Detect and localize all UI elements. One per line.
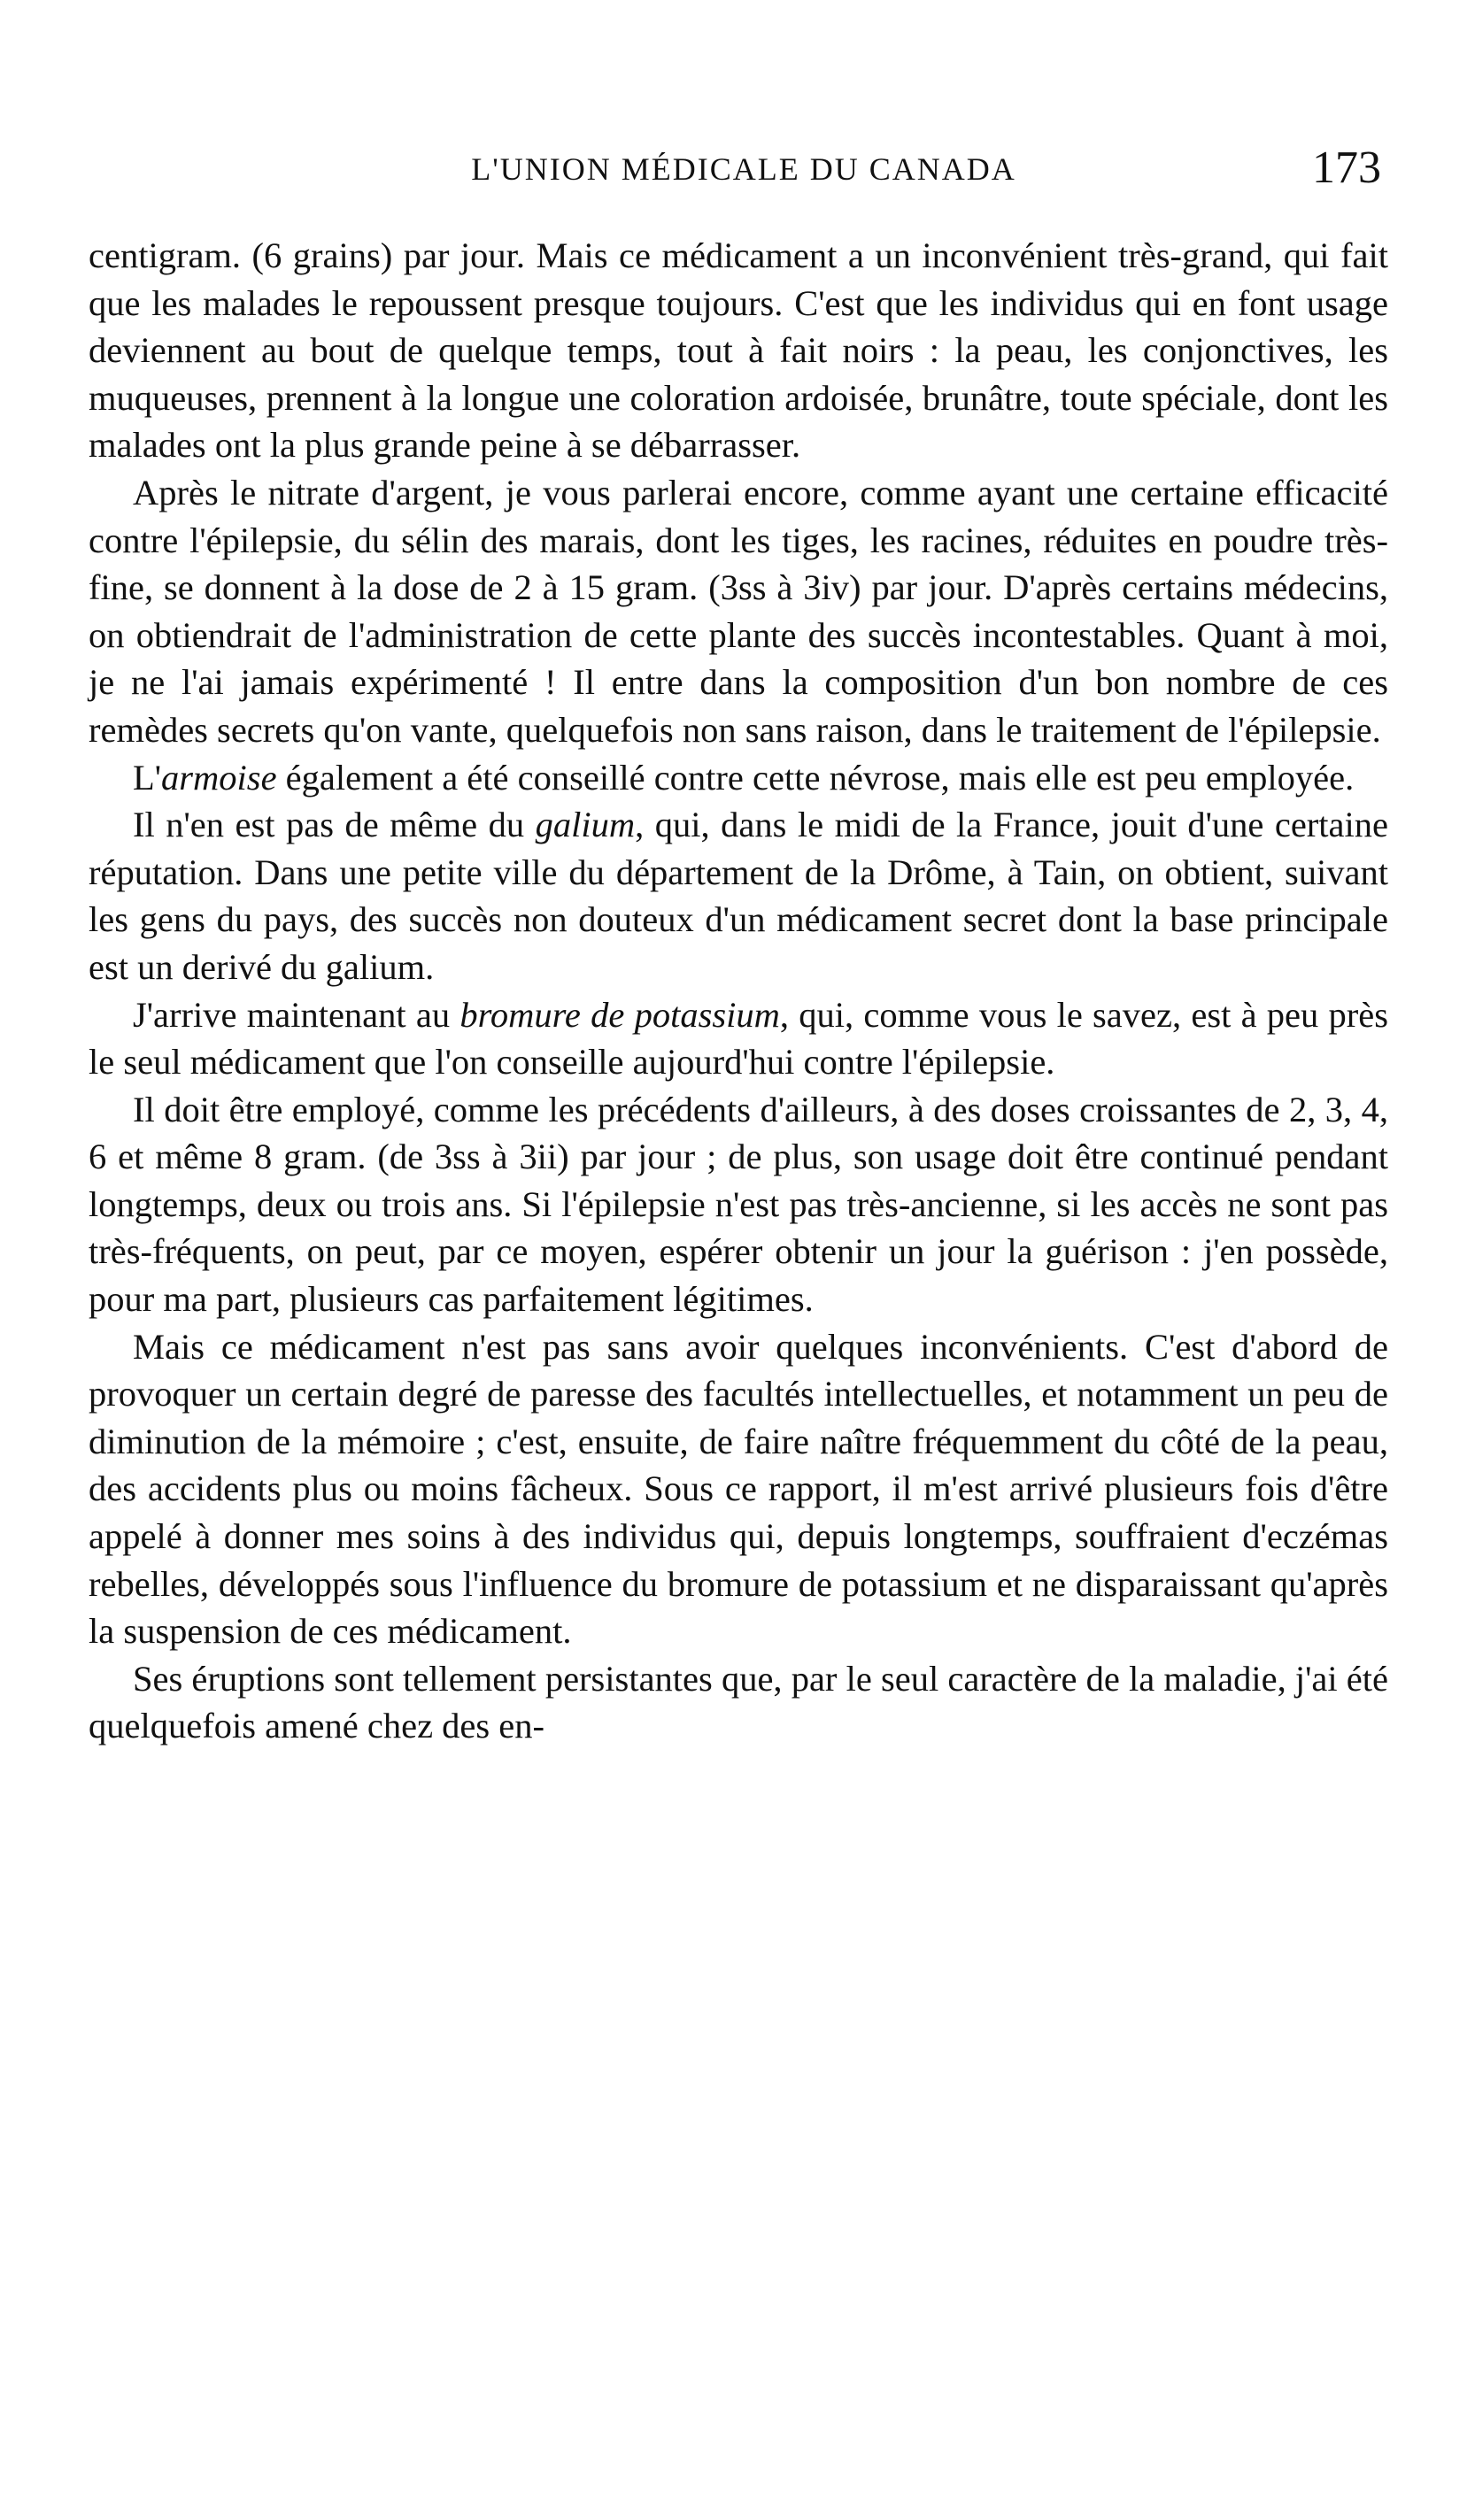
paragraph [89,1323,1388,1655]
text-run: , qui, dans le midi de la France, jouit d'une certaine réputation. Dans une petite ville du département de la Drôme, à Tain, on obtient, suivant les gens du pays, des succès non douteux d'un médicament secret dont la base principale est un derivé du galium. [89,805,1388,987]
text-run: Il n'en est pas de même du [133,805,536,845]
text-run: L' [133,757,162,798]
paragraph [89,754,1388,802]
paragraph [89,991,1388,1086]
body-text [89,232,1388,1750]
text-run: Il doit être employé, comme les précédents d'ailleurs, à des doses croissantes de 2, 3, 4, 6 et même 8 gram. (de 3ss à 3ii) par jour ; de plus, son usage doit être continué pendant longtemps, deux ou trois ans. Si l'épilepsie n'est pas très-ancienne, si les accès ne sont pas très-fréquents, on peut, par ce moyen, espérer obtenir un jour la guérison : j'en possède, pour ma part, plusieurs cas parfaitement légitimes. [89,1089,1388,1320]
text-run: également a été conseillé contre cette névrose, mais elle est peu employée. [276,757,1355,798]
text-run: Ses éruptions sont tellement persistantes que, par le seul caractère de la maladie, j'ai été quelquefois amené chez des en- [89,1658,1388,1746]
paragraph [89,469,1388,754]
running-title: L'UNION MÉDICALE DU CANADA [471,151,1016,187]
page-number: 173 [1312,143,1381,193]
text-run: centigram. (6 grains) par jour. Mais ce médicament a un inconvénient très-grand, qui fait que les malades le repoussent presque toujours. C'est que les individus qui en font usage deviennent au bout de quelque temps, tout à fait noirs : la peau, les conjonctives, les muqueuses, prennent à la longue une coloration ardoisée, brunâtre, toute spéciale, dont les malades ont la plus grande peine à se débarrasser. [89,235,1388,466]
text-run: Après le nitrate d'argent, je vous parlerai encore, comme ayant une certaine efficacité contre l'épilepsie, du sélin des marais, dont les tiges, les racines, réduites en poudre très-fine, se donnent à la dose de 2 à 15 gram. (3ss à 3iv) par jour. D'après certains médecins, on obtiendrait de l'administration de cette plante des succès incontestables. Quant à moi, je ne l'ai jamais expérimenté ! Il entre dans la composition d'un bon nombre de ces remèdes secrets qu'on vante, quelquefois non sans raison, dans le traitement de l'épilepsie. [89,472,1388,750]
text-run: Mais ce médicament n'est pas sans avoir quelques inconvénients. C'est d'abord de provoquer un certain degré de paresse des facultés intellectuelles, et notamment un peu de diminution de la mémoire ; c'est, ensuite, de faire naître fréquemment du côté de la peau, des accidents plus ou moins fâcheux. Sous ce rapport, il m'est arrivé plusieurs fois d'être appelé à donner mes soins à des individus qui, depuis longtemps, souffraient d'eczémas rebelles, développés sous l'influence du bromure de potassium et ne disparaissant qu'après la suspension de ces médicament. [89,1326,1388,1652]
italic-term: galium [535,805,636,845]
italic-term: armoise [161,757,277,798]
paragraph [89,232,1388,469]
paragraph [89,801,1388,990]
text-run: J'arrive maintenant au [133,994,460,1035]
italic-term: bromure de potassium [459,994,780,1035]
paragraph [89,1086,1388,1323]
text-run: , qui, comme vous le savez, est à peu près le seul médicament que l'on conseille aujourd'hui contre l'épilepsie. [89,994,1388,1083]
paragraph [89,1655,1388,1750]
running-head [89,142,1399,195]
